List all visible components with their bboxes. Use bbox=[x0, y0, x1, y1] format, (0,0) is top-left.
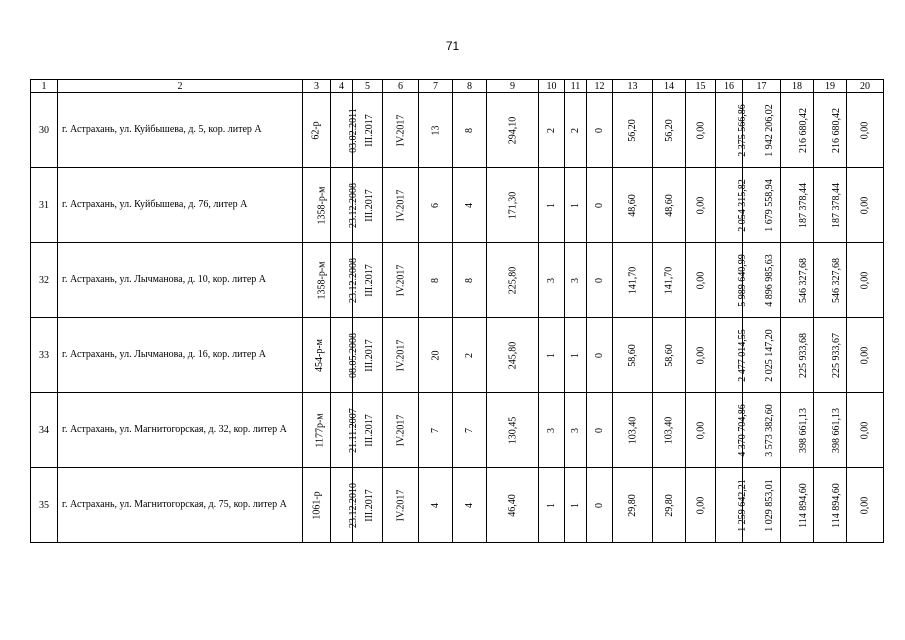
cell-value: 294,10 bbox=[507, 116, 518, 144]
table-cell bbox=[686, 93, 716, 168]
cell-value: 141,70 bbox=[663, 266, 675, 294]
cell-value: 2 477 014,55 bbox=[736, 328, 748, 382]
header-cell: 8 bbox=[453, 80, 487, 93]
table-cell bbox=[453, 168, 487, 243]
header-cell: 1 bbox=[31, 80, 58, 93]
table-cell bbox=[565, 468, 587, 543]
table-cell bbox=[686, 318, 716, 393]
cell-value: 1 679 558,94 bbox=[763, 178, 775, 232]
header-cell: 5 bbox=[353, 80, 383, 93]
table-cell bbox=[613, 393, 653, 468]
table-cell bbox=[814, 318, 847, 393]
cell-value: 4 bbox=[430, 502, 441, 508]
cell-value: 2 bbox=[570, 127, 581, 133]
table-cell bbox=[587, 93, 613, 168]
table-cell bbox=[419, 468, 453, 543]
header-cell: 4 bbox=[331, 80, 353, 93]
table-cell bbox=[686, 393, 716, 468]
address-cell: г. Астрахань, ул. Куйбышева, д. 76, литер А bbox=[58, 168, 303, 243]
table-cell bbox=[613, 93, 653, 168]
cell-value: 0,00 bbox=[859, 271, 871, 289]
table-cell bbox=[847, 318, 884, 393]
table-cell bbox=[419, 243, 453, 318]
cell-value: IV.2017 bbox=[394, 189, 406, 221]
cell-value: 0,00 bbox=[859, 196, 871, 214]
cell-value: 3 bbox=[570, 277, 581, 283]
table-cell bbox=[781, 243, 814, 318]
table-row bbox=[31, 318, 884, 393]
cell-value: 1 bbox=[546, 502, 557, 508]
header-cell: 10 bbox=[539, 80, 565, 93]
table-cell bbox=[781, 93, 814, 168]
cell-value: III.2017 bbox=[363, 263, 375, 297]
table-cell bbox=[303, 318, 331, 393]
cell-value: 4 bbox=[464, 502, 475, 508]
header-cell: 16 bbox=[716, 80, 743, 93]
table-cell bbox=[613, 243, 653, 318]
cell-value: 20 bbox=[430, 350, 441, 360]
table-cell bbox=[565, 318, 587, 393]
table-cell bbox=[331, 168, 359, 243]
cell-value: 1 bbox=[546, 202, 557, 208]
cell-value: III.2017 bbox=[363, 113, 375, 147]
cell-value: 187 378,44 bbox=[831, 182, 842, 228]
cell-value: 13 bbox=[430, 125, 441, 135]
table-cell bbox=[565, 243, 587, 318]
cell-value: 0 bbox=[594, 502, 605, 508]
cell-value: 1 bbox=[570, 352, 581, 358]
cell-value: 1358-р-м bbox=[316, 186, 328, 224]
cell-value: 0,00 bbox=[695, 121, 706, 139]
table-cell bbox=[653, 168, 686, 243]
cell-value: 56,20 bbox=[627, 118, 638, 142]
table-cell: 35 bbox=[31, 468, 58, 543]
table-cell bbox=[743, 393, 781, 468]
cell-value: 0,00 bbox=[695, 346, 706, 364]
table-cell bbox=[587, 318, 613, 393]
cell-value: 0,00 bbox=[695, 496, 706, 514]
address-cell: г. Астрахань, ул. Магнитогорская, д. 75, кор. литер А bbox=[58, 468, 303, 543]
table-cell bbox=[716, 243, 748, 318]
cell-value: III.2017 bbox=[363, 488, 375, 522]
table-cell bbox=[539, 468, 565, 543]
table-cell bbox=[653, 93, 686, 168]
table-cell bbox=[487, 93, 539, 168]
cell-value: 7 bbox=[430, 427, 441, 433]
table-cell bbox=[814, 393, 847, 468]
table-cell bbox=[613, 468, 653, 543]
table-cell bbox=[303, 468, 331, 543]
table-cell bbox=[781, 318, 814, 393]
table-cell: 31 bbox=[31, 168, 58, 243]
table-cell: 33 bbox=[31, 318, 58, 393]
cell-value: 23.12.2008 bbox=[348, 182, 359, 228]
table-cell bbox=[383, 168, 419, 243]
table-cell bbox=[303, 393, 331, 468]
cell-value: 48,60 bbox=[627, 193, 638, 217]
cell-value: 08.05.2008 bbox=[348, 332, 359, 378]
table-cell bbox=[716, 393, 748, 468]
data-table bbox=[30, 79, 884, 543]
table-cell bbox=[539, 168, 565, 243]
table-cell bbox=[814, 168, 847, 243]
table-cell bbox=[487, 243, 539, 318]
cell-value: IV.2017 bbox=[394, 114, 406, 146]
table-row bbox=[31, 168, 884, 243]
table-row bbox=[31, 393, 884, 468]
table-cell bbox=[565, 168, 587, 243]
table-cell bbox=[847, 243, 884, 318]
table-cell bbox=[565, 393, 587, 468]
table-cell bbox=[781, 168, 814, 243]
table-cell bbox=[653, 468, 686, 543]
table-cell bbox=[743, 168, 781, 243]
table-cell bbox=[419, 393, 453, 468]
table-cell bbox=[587, 168, 613, 243]
header-cell: 14 bbox=[653, 80, 686, 93]
table-cell bbox=[847, 168, 884, 243]
cell-value: IV.2017 bbox=[394, 264, 406, 296]
cell-value: 29,80 bbox=[663, 493, 675, 517]
header-cell: 13 bbox=[613, 80, 653, 93]
cell-value: 46,40 bbox=[507, 493, 518, 517]
table-cell bbox=[419, 93, 453, 168]
cell-value: III.2017 bbox=[363, 188, 375, 222]
cell-value: 48,60 bbox=[663, 193, 675, 217]
table-cell bbox=[487, 318, 539, 393]
table-cell bbox=[453, 93, 487, 168]
cell-value: 0 bbox=[594, 427, 605, 433]
cell-value: IV.2017 bbox=[394, 489, 406, 521]
table-cell bbox=[686, 168, 716, 243]
header-cell: 12 bbox=[587, 80, 613, 93]
header-cell: 19 bbox=[814, 80, 847, 93]
cell-value: 0,00 bbox=[859, 346, 871, 364]
cell-value: 103,40 bbox=[627, 416, 638, 444]
header-cell: 17 bbox=[743, 80, 781, 93]
cell-value: 03.02.2011 bbox=[347, 107, 359, 153]
table-cell bbox=[814, 93, 847, 168]
table-cell bbox=[613, 318, 653, 393]
table-cell bbox=[453, 318, 487, 393]
table-cell bbox=[487, 468, 539, 543]
table-cell bbox=[716, 168, 748, 243]
cell-value: 4 896 985,63 bbox=[763, 253, 775, 307]
table-cell bbox=[303, 93, 331, 168]
table-cell bbox=[781, 468, 814, 543]
table-cell bbox=[743, 318, 781, 393]
cell-value: 3 bbox=[570, 427, 581, 433]
table-cell bbox=[847, 393, 884, 468]
table-cell bbox=[847, 468, 884, 543]
cell-value: 114 894,60 bbox=[797, 482, 809, 528]
cell-value: III.2017 bbox=[363, 413, 375, 447]
table-row bbox=[31, 93, 884, 168]
cell-value: 0,00 bbox=[695, 271, 706, 289]
header-row bbox=[31, 80, 884, 93]
table-cell bbox=[653, 243, 686, 318]
cell-value: 141,70 bbox=[627, 266, 638, 294]
header-cell: 20 bbox=[847, 80, 884, 93]
address-cell: г. Астрахань, ул. Магнитогорская, д. 32, кор. литер А bbox=[58, 393, 303, 468]
cell-value: 23.12.2008 bbox=[348, 257, 359, 303]
cell-value: 7 bbox=[464, 427, 475, 433]
cell-value: 0,00 bbox=[859, 421, 871, 439]
cell-value: 0,00 bbox=[859, 496, 871, 514]
cell-value: 187 378,44 bbox=[798, 182, 809, 228]
cell-value: 5 989 640,99 bbox=[736, 253, 748, 307]
table-cell bbox=[331, 318, 359, 393]
cell-value: 56,20 bbox=[663, 118, 675, 142]
cell-value: 1 029 853,01 bbox=[763, 478, 775, 532]
table-cell bbox=[686, 468, 716, 543]
header-cell: 6 bbox=[383, 80, 419, 93]
table-cell bbox=[539, 93, 565, 168]
table-cell bbox=[587, 393, 613, 468]
table-cell bbox=[419, 168, 453, 243]
header-cell: 15 bbox=[686, 80, 716, 93]
cell-value: 398 661,13 bbox=[831, 407, 842, 453]
table-row bbox=[31, 243, 884, 318]
cell-value: 454-р-м bbox=[314, 338, 325, 372]
table-cell bbox=[653, 318, 686, 393]
table-cell bbox=[814, 468, 847, 543]
cell-value: 8 bbox=[430, 277, 441, 283]
cell-value: 8 bbox=[464, 277, 475, 283]
cell-value: 3 bbox=[546, 277, 557, 283]
cell-value: 2 025 147,20 bbox=[763, 328, 775, 382]
header-cell: 7 bbox=[419, 80, 453, 93]
cell-value: 0 bbox=[594, 352, 605, 358]
cell-value: III.2017 bbox=[363, 338, 375, 372]
cell-value: 3 573 382,60 bbox=[763, 403, 775, 457]
header-cell: 3 bbox=[303, 80, 331, 93]
cell-value: 58,60 bbox=[663, 343, 675, 367]
table-cell bbox=[743, 468, 781, 543]
cell-value: 0 bbox=[594, 202, 605, 208]
table-cell bbox=[587, 243, 613, 318]
table-cell: 34 bbox=[31, 393, 58, 468]
table-cell bbox=[383, 393, 419, 468]
cell-value: 171,30 bbox=[507, 191, 518, 219]
table-cell bbox=[686, 243, 716, 318]
cell-value: 0 bbox=[594, 127, 605, 133]
table-cell bbox=[331, 243, 359, 318]
cell-value: 2 bbox=[464, 352, 475, 358]
table-cell bbox=[716, 318, 748, 393]
table-cell bbox=[716, 468, 748, 543]
header-cell: 11 bbox=[565, 80, 587, 93]
table-cell bbox=[716, 93, 748, 168]
table-cell bbox=[453, 468, 487, 543]
table-cell bbox=[487, 393, 539, 468]
table-cell bbox=[303, 243, 331, 318]
table-cell bbox=[383, 93, 419, 168]
page-number: 71 bbox=[445, 39, 460, 53]
address-cell: г. Астрахань, ул. Лычманова, д. 10, кор. литер А bbox=[58, 243, 303, 318]
table-cell bbox=[453, 243, 487, 318]
table-cell: 32 bbox=[31, 243, 58, 318]
cell-value: 225 933,68 bbox=[798, 332, 809, 378]
cell-value: 62-р bbox=[311, 120, 322, 140]
cell-value: 245,80 bbox=[507, 341, 518, 369]
cell-value: 0,00 bbox=[859, 121, 871, 139]
cell-value: 2 bbox=[546, 127, 557, 133]
table-cell bbox=[539, 318, 565, 393]
cell-value: 1 942 206,02 bbox=[763, 103, 775, 157]
cell-value: 1358-р-м bbox=[316, 261, 328, 299]
cell-value: 4 370 704,86 bbox=[736, 403, 748, 457]
cell-value: 2 375 566,86 bbox=[736, 103, 748, 157]
cell-value: 1177р-м bbox=[314, 412, 326, 448]
cell-value: 216 680,42 bbox=[831, 107, 842, 153]
cell-value: IV.2017 bbox=[394, 414, 406, 446]
table-cell bbox=[539, 243, 565, 318]
header-cell: 2 bbox=[58, 80, 303, 93]
cell-value: IV.2017 bbox=[394, 339, 406, 371]
cell-value: 216 680,42 bbox=[798, 107, 809, 153]
cell-value: 0,00 bbox=[695, 196, 706, 214]
table-cell bbox=[653, 393, 686, 468]
table-row bbox=[31, 468, 884, 543]
cell-value: 225,80 bbox=[507, 266, 518, 294]
table-cell bbox=[587, 468, 613, 543]
cell-value: 29,80 bbox=[627, 493, 638, 517]
table-cell bbox=[303, 168, 331, 243]
table-cell bbox=[453, 393, 487, 468]
table-cell bbox=[419, 318, 453, 393]
cell-value: 398 661,13 bbox=[798, 407, 809, 453]
cell-value: 1061-р bbox=[311, 490, 323, 520]
cell-value: 6 bbox=[430, 202, 441, 208]
table-cell bbox=[331, 468, 359, 543]
cell-value: 0,00 bbox=[695, 421, 706, 439]
table-cell bbox=[539, 393, 565, 468]
table-cell bbox=[743, 243, 781, 318]
cell-value: 1 259 642,21 bbox=[736, 478, 748, 532]
table-cell bbox=[383, 318, 419, 393]
cell-value: 1 bbox=[546, 352, 557, 358]
address-cell: г. Астрахань, ул. Куйбышева, д. 5, кор. литер А bbox=[58, 93, 303, 168]
cell-value: 21.11.2007 bbox=[347, 407, 359, 453]
table-cell bbox=[781, 393, 814, 468]
header-cell: 18 bbox=[781, 80, 814, 93]
table-cell bbox=[331, 93, 359, 168]
cell-value: 1 bbox=[570, 202, 581, 208]
cell-value: 114 894,60 bbox=[830, 482, 842, 528]
cell-value: 1 bbox=[570, 502, 581, 508]
table-cell bbox=[613, 168, 653, 243]
table-cell bbox=[331, 393, 359, 468]
table-cell bbox=[383, 468, 419, 543]
header-cell: 9 bbox=[487, 80, 539, 93]
address-cell: г. Астрахань, ул. Лычманова, д. 16, кор. литер А bbox=[58, 318, 303, 393]
cell-value: 130,45 bbox=[507, 416, 518, 444]
table-cell bbox=[383, 243, 419, 318]
cell-value: 0 bbox=[594, 277, 605, 283]
cell-value: 546 327,68 bbox=[798, 257, 809, 303]
cell-value: 225 933,67 bbox=[831, 332, 842, 378]
table-cell bbox=[565, 93, 587, 168]
cell-value: 3 bbox=[546, 427, 557, 433]
cell-value: 23.12.2010 bbox=[348, 482, 359, 528]
cell-value: 103,40 bbox=[663, 416, 675, 444]
table-cell bbox=[487, 168, 539, 243]
cell-value: 2 054 315,82 bbox=[736, 178, 748, 232]
cell-value: 4 bbox=[464, 202, 475, 208]
cell-value: 8 bbox=[464, 127, 475, 133]
table-cell bbox=[814, 243, 847, 318]
table-cell bbox=[743, 93, 781, 168]
table-cell bbox=[847, 93, 884, 168]
cell-value: 58,60 bbox=[627, 343, 638, 367]
table-cell: 30 bbox=[31, 93, 58, 168]
cell-value: 546 327,68 bbox=[831, 257, 842, 303]
